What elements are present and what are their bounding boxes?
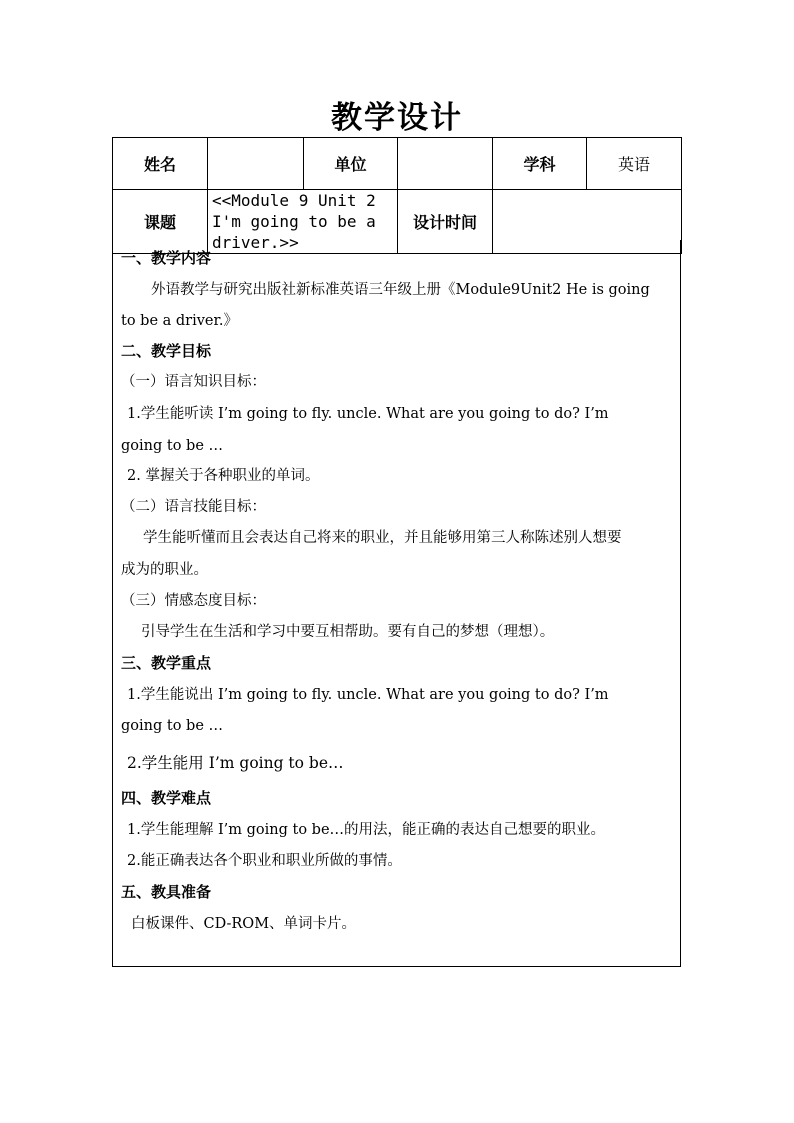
goal-knowledge-item-1: 1.学生能听读 I’m going to fly. uncle. What are you going to do? I’m xyxy=(127,406,609,422)
goal-knowledge-heading: （一）语言知识目标： xyxy=(121,374,266,390)
unit-value xyxy=(398,138,493,190)
goal-skill-heading: （二）语言技能目标： xyxy=(121,499,266,515)
materials-text: 白板课件、CD-ROM、单词卡片。 xyxy=(131,916,357,932)
key-point-2: 2.学生能用 I’m going to be… xyxy=(127,754,344,772)
goal-knowledge-item-1-cont: going to be … xyxy=(121,438,224,454)
goal-attitude-heading: （三）情感态度目标： xyxy=(121,593,266,609)
section-materials: 五、教具准备 xyxy=(121,883,212,901)
subject-label: 学科 xyxy=(493,138,587,190)
subject-value: 英语 xyxy=(587,138,682,190)
lesson-content xyxy=(112,240,681,967)
goal-knowledge-item-2: 2. 掌握关于各种职业的单词。 xyxy=(127,468,320,484)
design-time-label: 设计时间 xyxy=(398,190,493,254)
key-point-1: 1.学生能说出 I’m going to fly. uncle. What are you going to do? I’m xyxy=(127,687,609,703)
teaching-content-text-cont: to be a driver.》 xyxy=(121,313,238,329)
section-key-points: 三、教学重点 xyxy=(121,654,212,672)
topic-label: 课题 xyxy=(113,190,208,254)
goal-skill-text: 学生能听懂而且会表达自己将来的职业，并且能够用第三人称陈述别人想要 xyxy=(143,530,622,546)
unit-label: 单位 xyxy=(304,138,398,190)
difficulty-2: 2.能正确表达各个职业和职业所做的事情。 xyxy=(127,853,402,869)
goal-attitude-text: 引导学生在生活和学习中要互相帮助。要有自己的梦想（理想）。 xyxy=(141,624,555,640)
difficulty-1: 1.学生能理解 I’m going to be…的用法，能正确的表达自己想要的职业。 xyxy=(127,822,606,838)
name-label: 姓名 xyxy=(113,138,208,190)
page-title: 教学设计 xyxy=(331,100,463,136)
key-point-1-cont: going to be … xyxy=(121,718,224,734)
info-table xyxy=(112,137,682,254)
goal-skill-text-cont: 成为的职业。 xyxy=(121,562,208,578)
topic-value: <<Module 9 Unit 2 I'm going to be a driver.>> xyxy=(208,190,398,254)
name-value xyxy=(208,138,304,190)
section-teaching-goals: 二、教学目标 xyxy=(121,342,212,360)
section-difficulties: 四、教学难点 xyxy=(121,789,212,807)
teaching-content-text: 外语教学与研究出版社新标准英语三年级上册《Module9Unit2 He is going xyxy=(151,282,650,298)
section-teaching-content: 一、教学内容 xyxy=(121,249,212,267)
